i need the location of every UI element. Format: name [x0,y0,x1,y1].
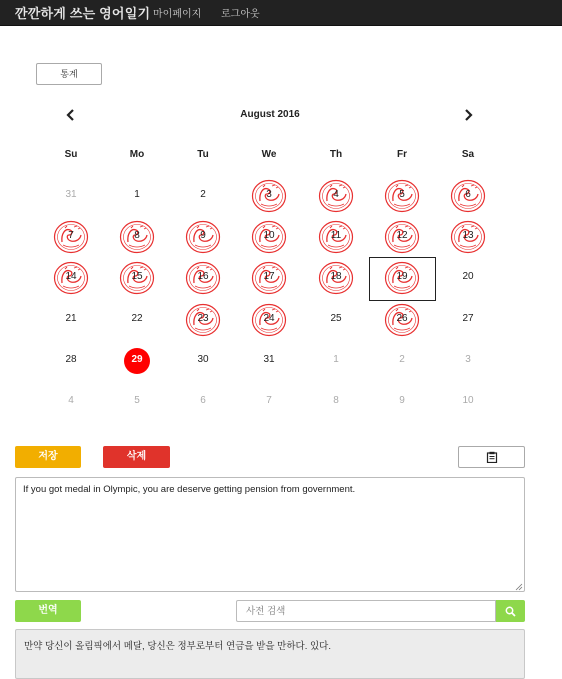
day-number: 23 [197,313,209,324]
dictionary-search-button[interactable] [496,600,525,622]
weekday-label: Th [329,149,343,160]
day-number: 3 [266,189,272,200]
day-number: 12 [396,230,408,241]
calendar-day[interactable] [382,218,422,256]
calendar-day[interactable] [382,342,422,380]
weekday-label: Mo [129,149,145,160]
calendar-day[interactable] [316,218,356,256]
day-number: 8 [134,230,140,241]
day-number: 6 [200,395,206,406]
day-number: 25 [330,313,342,324]
day-number: 10 [462,395,474,406]
day-number: 2 [399,354,405,365]
day-number: 21 [65,313,77,324]
calendar-day[interactable] [117,259,157,297]
prev-month-button[interactable] [61,106,81,124]
day-number: 10 [263,230,275,241]
calendar-day[interactable] [183,383,223,421]
day-number: 22 [131,313,143,324]
day-number: 20 [462,271,474,282]
day-number: 31 [65,189,77,200]
calendar-day[interactable] [183,259,223,297]
calendar-day[interactable] [249,259,289,297]
nav-link-mypage[interactable]: 마이페이지 [153,9,202,20]
diary-textarea[interactable] [15,477,525,592]
day-number: 27 [462,313,474,324]
calendar-day[interactable] [51,177,91,215]
calendar-day[interactable] [382,383,422,421]
calendar-day[interactable] [51,342,91,380]
day-number: 29 [131,354,143,365]
weekday-label: Su [64,149,78,160]
calendar-day[interactable] [249,301,289,339]
save-button[interactable]: 저장 [15,446,81,468]
nav-link-logout[interactable]: 로그아웃 [221,9,260,20]
search-icon [505,606,516,617]
next-month-button[interactable] [458,106,478,124]
copy-button[interactable] [458,446,525,468]
day-number: 9 [399,395,405,406]
calendar-day[interactable] [51,301,91,339]
day-number: 6 [465,189,471,200]
calendar-day[interactable] [183,177,223,215]
day-number: 7 [266,395,272,406]
dictionary-search-input[interactable] [236,600,496,622]
calendar-day[interactable] [448,301,488,339]
calendar-day[interactable] [448,342,488,380]
calendar-day[interactable] [117,383,157,421]
translation-result: 만약 당신이 올림픽에서 메달, 당신은 정부로부터 연금을 받을 만하다. 있다. [15,629,525,679]
calendar-day[interactable] [448,218,488,256]
day-number: 16 [197,271,209,282]
day-number: 14 [65,271,77,282]
day-number: 30 [197,354,209,365]
calendar-month-title: August 2016 [240,109,300,120]
calendar-day[interactable] [51,383,91,421]
day-number: 31 [263,354,275,365]
day-number: 4 [333,189,339,200]
weekday-label: We [261,149,277,160]
calendar-day[interactable] [316,342,356,380]
day-number: 8 [333,395,339,406]
stats-button[interactable]: 통계 [36,63,102,85]
day-number: 1 [333,354,339,365]
day-number: 11 [330,230,342,241]
calendar-day[interactable] [382,177,422,215]
calendar-day[interactable] [316,177,356,215]
day-number: 26 [396,313,408,324]
navbar [0,0,562,26]
day-number: 17 [263,271,275,282]
calendar-day[interactable] [183,301,223,339]
chevron-left-icon [66,109,76,121]
calendar-day[interactable] [448,383,488,421]
day-number: 7 [68,230,74,241]
translate-button[interactable]: 번역 [15,600,81,622]
calendar-day[interactable] [183,342,223,380]
day-number: 1 [134,189,140,200]
day-number: 3 [465,354,471,365]
calendar-day[interactable] [316,259,356,297]
brand-title[interactable]: 깐깐하게 쓰는 영어일기 [15,6,151,21]
calendar-day-selected[interactable] [382,259,422,297]
calendar-day[interactable] [51,259,91,297]
calendar-day[interactable] [316,383,356,421]
calendar-day-today[interactable] [117,342,157,380]
day-number: 5 [134,395,140,406]
weekday-label: Fr [397,149,407,160]
day-number: 4 [68,395,74,406]
day-number: 9 [200,230,206,241]
day-number: 5 [399,189,405,200]
calendar-day[interactable] [117,218,157,256]
chevron-right-icon [463,109,473,121]
calendar-day[interactable] [382,301,422,339]
weekday-label: Tu [197,149,209,160]
calendar-day[interactable] [249,342,289,380]
clipboard-icon [486,451,498,463]
calendar-day[interactable] [51,218,91,256]
resize-grip-icon[interactable] [515,583,523,591]
day-number: 19 [396,271,408,282]
day-number: 18 [330,271,342,282]
calendar-day[interactable] [117,301,157,339]
calendar-day[interactable] [183,218,223,256]
day-number: 24 [263,313,275,324]
day-number: 2 [200,189,206,200]
day-number: 28 [65,354,77,365]
weekday-label: Sa [461,149,475,160]
calendar-day[interactable] [117,177,157,215]
calendar-day[interactable] [249,177,289,215]
delete-button[interactable]: 삭제 [103,446,170,468]
calendar-day[interactable] [316,301,356,339]
calendar-day[interactable] [249,218,289,256]
calendar-day[interactable] [448,259,488,297]
day-number: 15 [131,271,143,282]
calendar-day[interactable] [249,383,289,421]
calendar-day[interactable] [448,177,488,215]
day-number: 13 [462,230,474,241]
